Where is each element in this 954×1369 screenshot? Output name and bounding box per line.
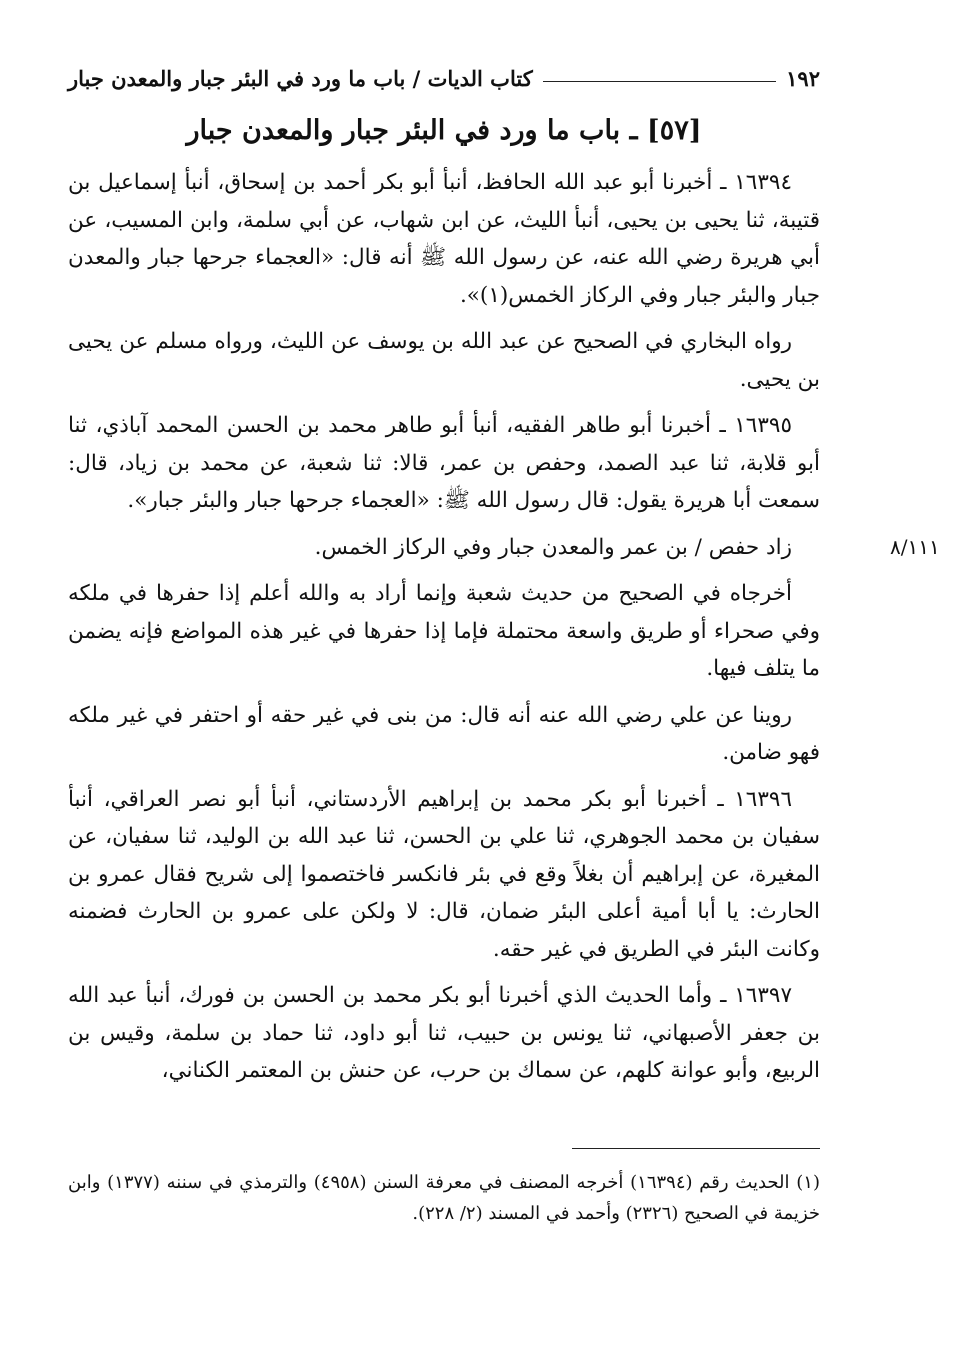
hadith-16394: ١٦٣٩٤ ـ أخبرنا أبو عبد الله الحافظ، أنبأ أبو بكر أحمد بن إسحاق، أنبأ إسماعيل بن قتيبة، ثنا يحيى بن يحيى، أنبأ الليث، عن ابن شهاب، عن أبي سلمة، وابن المسيب، عن أبي هريرة رضي الله عنه، عن رسول الله ﷺ أنه قال: «العجماء جرحها جبار والمعدن جبار والبئر جبار وفي الركاز الخمس(١)». xyxy=(68,170,820,308)
narration-paragraph: روينا عن علي رضي الله عنه أنه قال: من بنى في غير حقه أو احتفر في غير ملكه فهو ضامن. xyxy=(68,702,820,765)
running-title: كتاب الديات / باب ما ورد في البئر جبار والمعدن جبار xyxy=(68,65,533,91)
footnote: (١) الحديث رقم (١٦٣٩٤) أخرجه المصنف في معرفة السنن (٤٩٥٨) والترمذي في سننه (١٣٧٧) وابن خزيمة في الصحيح (٢٣٢٦) وأحمد في المسند (٢/ ٢٢٨). xyxy=(68,1171,820,1224)
margin-page-reference: ٨/١١١ xyxy=(890,534,940,559)
page-number: ١٩٢ xyxy=(786,65,820,91)
margin-block xyxy=(68,529,940,567)
footnote-rule xyxy=(572,1148,820,1149)
commentary-paragraph: رواه البخاري في الصحيح عن عبد الله بن يوسف عن الليث، ورواه مسلم عن يحيى بن يحيى. xyxy=(68,329,820,392)
chapter-title: [٥٧] ـ باب ما ورد في البئر جبار والمعدن جبار xyxy=(186,115,702,146)
commentary-paragraph: أخرجاه في الصحيح من حديث شعبة وإنما أراد به والله أعلم إذا حفرها في ملكه وفي صحراء أو طريق واسعة محتملة فإما إذا حفرها في غير هذه المواضع فإنه يضمن ما يتلف فيها. xyxy=(68,581,820,681)
hadith-16397: ١٦٣٩٧ ـ وأما الحديث الذي أخبرنا أبو بكر محمد بن الحسن بن فورك، أنبأ عبد الله بن جعفر الأصبهاني، ثنا يونس بن حبيب، ثنا أبو داود، ثنا حماد بن سلمة، وقيس بن الربيع، وأبو عوانة كلهم، عن سماك بن حرب، عن حنش بن المعتمر الكناني، xyxy=(68,983,820,1083)
header-rule xyxy=(543,81,776,82)
hadith-16395: ١٦٣٩٥ ـ أخبرنا أبو طاهر الفقيه، أنبأ أبو طاهر محمد بن الحسن المحمد آباذي، ثنا أبو قلابة، ثنا عبد الصمد، وحفص بن عمر، قالا: ثنا شعبة، عن محمد بن زياد، قال: سمعت أبا هريرة يقول: قال رسول الله ﷺ: «العجماء جرحها جبار والبئر جبار». xyxy=(68,413,820,513)
hadith-16396: ١٦٣٩٦ ـ أخبرنا أبو بكر محمد بن إبراهيم الأردستاني، أنبأ أبو نصر العراقي، أنبأ سفيان بن محمد الجوهري، ثنا علي بن الحسن، ثنا عبد الله بن الوليد، ثنا سفيان، عن المغيرة، عن إبراهيم أن بغلاً وقع في بئر فانكسر فاختصموا إلى شريح فقال عمرو بن الحارث: يا أبا أمية أعلى البئر ضمان، قال: لا ولكن على عمرو بن الحارث فضمنه وكانت البئر في الطريق في غير حقه. xyxy=(68,786,820,962)
addition-paragraph: زاد حفص / بن عمر والمعدن جبار وفي الركاز الخمس. xyxy=(314,534,792,560)
running-header xyxy=(68,58,820,98)
page xyxy=(68,58,940,1247)
